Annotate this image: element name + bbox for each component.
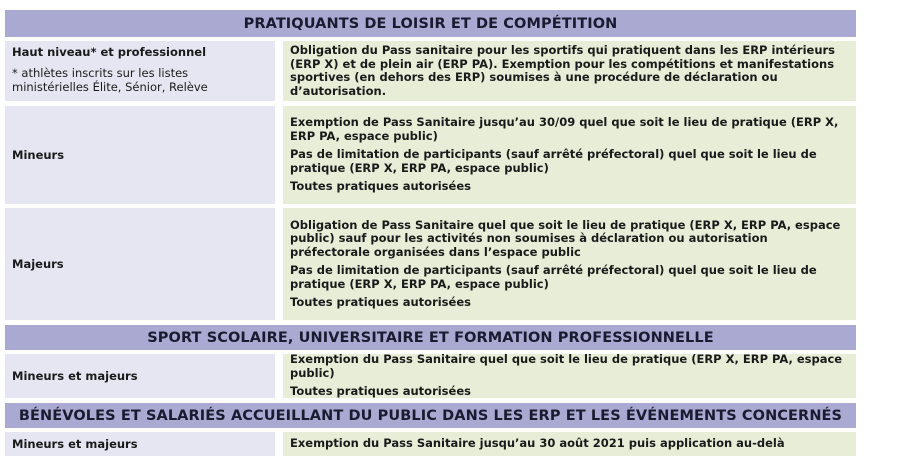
row-label-cell (5, 354, 275, 398)
row-label: Mineurs et majeurs (12, 368, 138, 383)
rule-text: Toutes pratiques autorisées (290, 295, 471, 309)
rule-text: Toutes pratiques autorisées (290, 179, 471, 194)
row-content-cell (283, 41, 856, 101)
rule-text: Obligation de Pass Sanitaire quel que soit le lieu de pratique (ERP X, ERP PA, espace public) sauf pour les activités non soumises à déclaration ou autorisation préfectorale organisées dans l’espace public (290, 217, 841, 259)
rule-text: Pas de limitation de participants (sauf arrêté préfectoral) quel que soit le lieu de pratique (ERP X, ERP PA, espace public) (290, 147, 817, 175)
row-label-cell (5, 432, 275, 456)
row-label: Haut niveau* et professionnel (12, 45, 207, 59)
table-row-scolaire-mineurs-majeurs (5, 354, 856, 398)
row-label-cell (5, 106, 275, 204)
rule-text: Exemption de Pass Sanitaire jusqu’au 30/09 quel que soit le lieu de pratique (ERP X, ERP PA, espace public) (290, 115, 839, 143)
row-label: Mineurs et majeurs (12, 436, 138, 451)
table-row-haut-niveau (5, 41, 856, 101)
row-label-cell (5, 41, 275, 101)
row-content-cell (283, 354, 856, 398)
row-label: Majeurs (12, 256, 64, 271)
rule-text: Obligation du Pass sanitaire pour les sportifs qui pratiquent dans les ERP intérieurs (ERP X) et de plein air (ERP PA). Exemption pour les compétitions et manifestations sportives (en dehors des ERP) soumises à une procédure de déclaration ou d’autorisation. (290, 43, 836, 98)
section-header-loisir-competition: PRATIQUANTS DE LOISIR ET DE COMPÉTITION (5, 10, 856, 37)
table-row-mineurs (5, 106, 856, 204)
rule-text: Pas de limitation de participants (sauf arrêté préfectoral) quel que soit le lieu de pratique (ERP X, ERP PA, espace public) (290, 263, 817, 291)
section-header-benevoles-salaries: BÉNÉVOLES ET SALARIÉS ACCUEILLANT DU PUBLIC DANS LES ERP ET LES ÉVÉNEMENTS CONCERNÉS (5, 403, 856, 428)
table-row-benevoles-mineurs-majeurs (5, 432, 856, 456)
rule-text: Exemption du Pass Sanitaire jusqu’au 30 août 2021 puis application au-delà (290, 436, 785, 451)
row-label: Mineurs (12, 147, 65, 162)
row-footnote: * athlètes inscrits sur les listes ministérielles Élite, Sénior, Relève (12, 65, 208, 94)
table-row-majeurs (5, 208, 856, 320)
rules-table (5, 10, 856, 456)
row-content-cell (283, 106, 856, 204)
rule-text: Exemption du Pass Sanitaire quel que soit le lieu de pratique (ERP X, ERP PA, espace public) (290, 352, 843, 380)
row-label-cell (5, 208, 275, 320)
rule-text: Toutes pratiques autorisées (290, 384, 471, 399)
section-header-sport-scolaire: SPORT SCOLAIRE, UNIVERSITAIRE ET FORMATION PROFESSIONNELLE (5, 325, 856, 350)
row-content-cell (283, 208, 856, 320)
row-content-cell (283, 432, 856, 456)
